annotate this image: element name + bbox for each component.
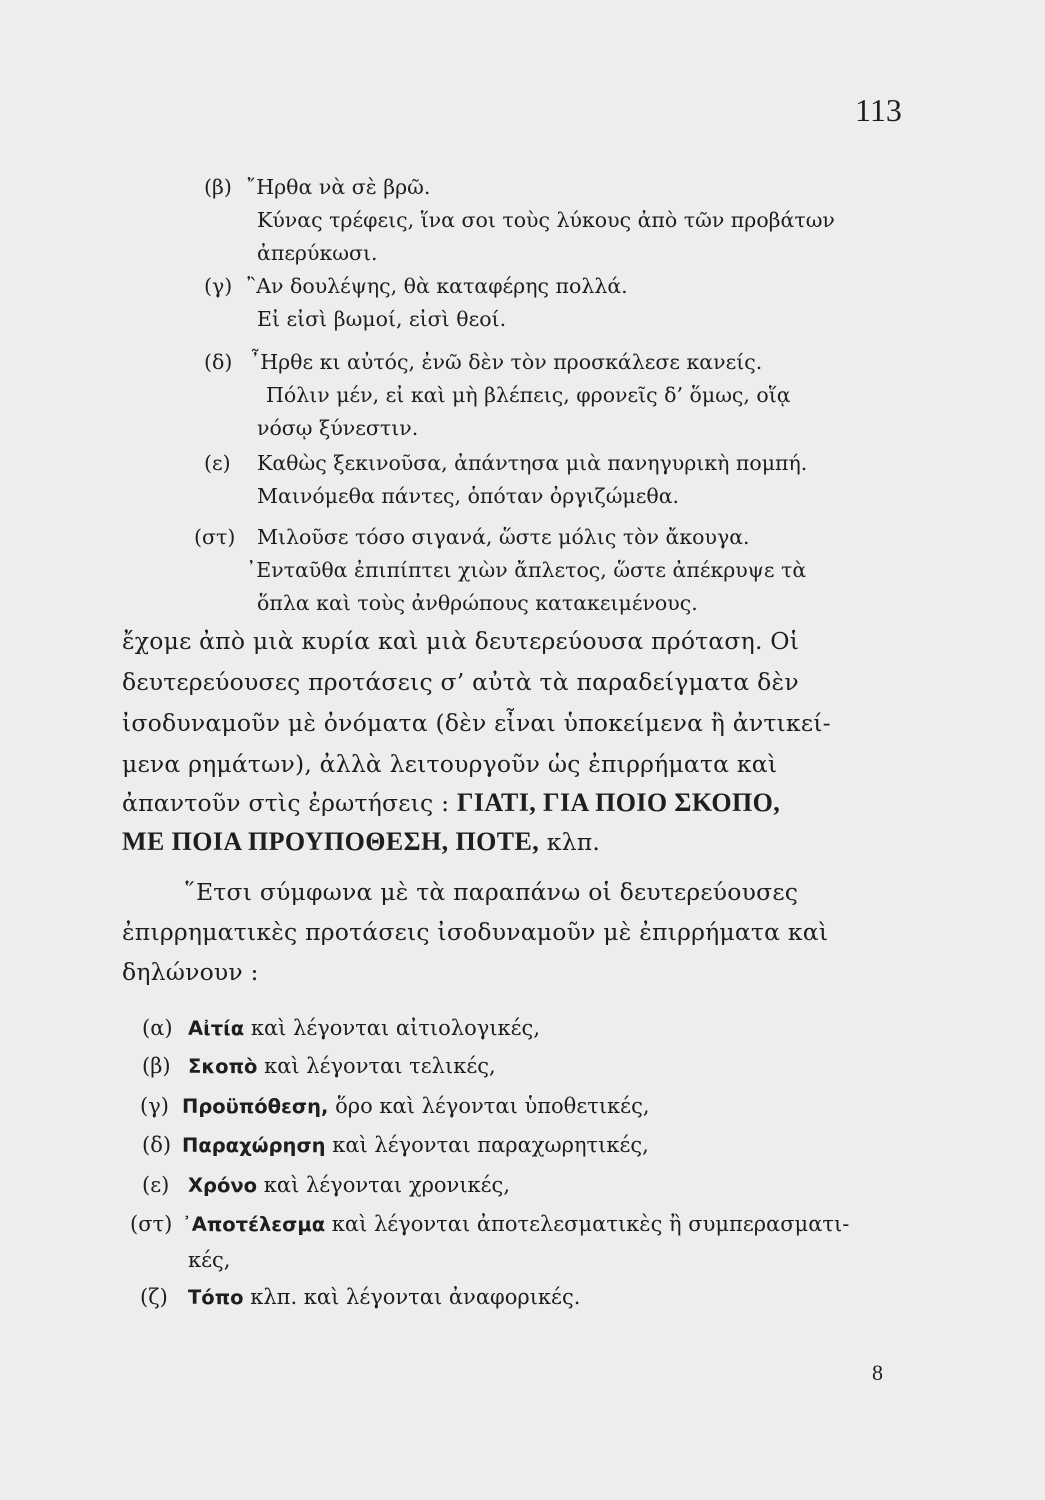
question-words: ΓΙΑΤΙ, ΓΙΑ ΠΟΙΟ ΣΚΟΠΟ, <box>456 788 781 817</box>
text-line <box>122 788 780 818</box>
example-line: ὅπλα καὶ τοὺς ἀνθρώπους κατακειμένους. <box>257 591 698 615</box>
list-rest: καὶ λέγονται χρονικές, <box>263 1173 510 1197</box>
list-label: (α) <box>142 1016 173 1040</box>
list-rest: καὶ λέγονται ἀποτελεσματικὲς ἢ συμπερασματι- <box>331 1212 850 1236</box>
list-label: (ζ) <box>140 1285 168 1309</box>
list-continuation: κές, <box>188 1248 231 1272</box>
example-line: Μιλοῦσε τόσο σιγανά, ὥστε μόλις τὸν ἄκουγα. <box>257 525 750 549</box>
list-text <box>188 1173 510 1197</box>
signature-mark: 8 <box>872 1360 883 1385</box>
list-rest: καὶ λέγονται παραχωρητικές, <box>332 1133 649 1157</box>
list-text <box>182 1094 650 1118</box>
list-text <box>188 1285 580 1309</box>
example-line: ῏Ηρθε κι αὐτός, ἐνῶ δὲν τὸν προσκάλεσε κανείς. <box>250 350 763 374</box>
list-text <box>188 1016 540 1040</box>
list-term: Σκοπὸ <box>188 1055 258 1078</box>
example-line: Κύνας τρέφεις, ἵνα σοι τοὺς λύκους ἀπὸ τῶν προβάτων <box>257 208 835 232</box>
list-rest: ὅρο καὶ λέγονται ὑποθετικές, <box>335 1094 650 1118</box>
text-line: μενα ρημάτων), ἀλλὰ λειτουργοῦν ὡς ἐπιρρήματα καὶ <box>122 750 778 778</box>
page-number: 113 <box>855 92 902 128</box>
example-label: (ε) <box>204 451 231 475</box>
list-rest: καὶ λέγονται αἰτιολογικές, <box>250 1016 540 1040</box>
list-text <box>182 1133 649 1157</box>
example-line: Μαινόμεθα πάντες, ὁπόταν ὀργιζώμεθα. <box>257 484 680 508</box>
example-line: νόσῳ ξύνεστιν. <box>257 416 419 440</box>
question-words: ΜΕ ΠΟΙΑ ΠΡΟΥΠΟΘΕΣΗ, ΠΟΤΕ, <box>122 827 540 856</box>
list-text <box>188 1054 496 1078</box>
text-line: ἰσοδυναμοῦν μὲ ὀνόματα (δὲν εἶναι ὑποκείμενα ἢ ἀντικεί- <box>122 709 831 737</box>
example-line: Εἰ εἰσὶ βωμοί, εἰσὶ θεοί. <box>257 307 507 331</box>
text-line: ῞Ετσι σύμφωνα μὲ τὰ παραπάνω οἱ δευτερεύουσες <box>184 878 799 906</box>
list-term: ᾿Αποτέλεσμα <box>182 1213 326 1236</box>
example-line: ἀπερύκωσι. <box>257 241 378 265</box>
text-line: ἔχομε ἀπὸ μιὰ κυρία καὶ μιὰ δευτερεύουσα πρόταση. Οἱ <box>122 627 800 655</box>
list-term: Αἰτία <box>188 1017 245 1040</box>
list-term: Χρόνο <box>188 1174 258 1197</box>
example-label: (γ) <box>204 274 233 298</box>
example-line: ῎Ηρθα νὰ σὲ βρῶ. <box>246 175 431 199</box>
example-line: ῍Αν δουλέψης, θὰ καταφέρης πολλά. <box>246 274 628 298</box>
text-span: ἀπαντοῦν στὶς ἐρωτήσεις : <box>122 789 450 817</box>
list-label: (γ) <box>140 1094 169 1118</box>
example-line: Πόλιν μέν, εἰ καὶ μὴ βλέπεις, φρονεῖς δ’ ὅμως, οἵᾳ <box>266 383 791 407</box>
list-rest: κλπ. καὶ λέγονται ἀναφορικές. <box>250 1285 581 1309</box>
list-label: (στ) <box>130 1212 173 1236</box>
list-label: (ε) <box>142 1173 170 1197</box>
list-label: (δ) <box>142 1133 172 1157</box>
text-span: κλπ. <box>546 828 601 856</box>
text-line: ἐπιρρηματικὲς προτάσεις ἰσοδυναμοῦν μὲ ἐπιρρήματα καὶ <box>122 918 829 946</box>
example-line: ᾿Ενταῦθα ἐπιπίπτει χιὼν ἄπλετος, ὥστε ἀπέκρυψε τὰ <box>246 558 807 582</box>
list-text <box>182 1212 849 1236</box>
text-line: δηλώνουν : <box>122 958 259 986</box>
list-term: Τόπο <box>188 1286 244 1309</box>
text-line: δευτερεύουσες προτάσεις σ’ αὐτὰ τὰ παραδείγματα δὲν <box>122 668 799 696</box>
list-term: Παραχώρηση <box>182 1134 326 1157</box>
list-label: (β) <box>142 1054 171 1078</box>
text-line <box>122 827 600 857</box>
example-label: (δ) <box>204 350 233 374</box>
example-label: (στ) <box>194 525 236 549</box>
list-term: Προϋπόθεση, <box>182 1095 329 1118</box>
list-rest: καὶ λέγονται τελικές, <box>264 1054 496 1078</box>
example-line: Καθὼς ξεκινοῦσα, ἀπάντησα μιὰ πανηγυρικὴ πομπή. <box>257 451 808 475</box>
example-label: (β) <box>204 175 232 199</box>
